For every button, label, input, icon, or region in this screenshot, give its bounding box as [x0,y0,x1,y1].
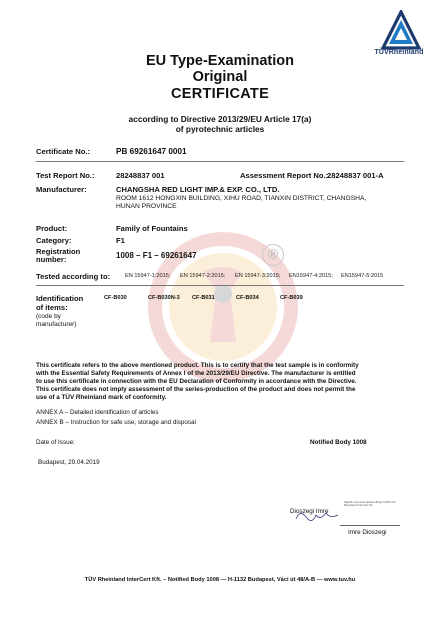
manufacturer-address-2: HUNAN PROVINCE [116,203,177,210]
registration-label-1: Registration [36,247,81,256]
assessment-report-value: 28248837 001-A [327,171,384,180]
date-of-issue-value: Budapest, 29.04.2019 [38,459,100,466]
identification-label-1: Identification [36,294,84,303]
item-code: CF-B039 [280,295,303,301]
identification-note-1: (code by [36,313,61,320]
registered-mark: ® [262,244,284,266]
certificate-no-label: Certificate No.: [36,147,91,156]
tested-label: Tested according to: [36,272,111,281]
divider [36,161,404,162]
item-code: CF-B030 [104,295,127,301]
statement-line: This certificate does not imply assessment of the series-production of the product and does not permit the [36,386,356,393]
identification-label-2: of items: [36,303,68,312]
product-label: Product: [36,224,68,233]
page-footer: TÜV Rheinland InterCert Kft. – Notified Body 1008 — H-1132 Budapest, Váci út 48/A-B — www.tuv.hu [84,577,356,583]
manufacturer-address-1: ROOM 1612 HONGXIN BUILDING, XIHU ROAD, TIANXIN DISTRICT, CHANGSHA, [116,195,367,202]
signature-stamp: Kijelölt szervezet Notified Body 1008 TÜV Rheinland InterCert Kft. [344,500,396,508]
annex-a: ANNEX A – Detailed identification of articles [36,409,159,416]
standard-item: EN15947-5:2015 [341,273,384,279]
subtitle-line-2: of pyrotechnic articles [175,124,265,134]
standard-item: EN 15947-3:2015; [235,273,281,279]
registration-value: 1008 – F1 – 69261647 [116,251,197,260]
item-code: CF-B030N-3 [148,295,180,301]
signature-line [340,525,400,526]
annex-b: ANNEX B – Instruction for safe use, storage and disposal [36,419,196,426]
registration-label-2: number: [36,255,67,264]
standard-item: EN 15947-2:2015; [180,273,226,279]
signatory-name: Dioszegi Imre [290,508,329,515]
test-report-value: 28248837 001 [116,171,165,180]
statement-line: use of a TÜV Rheinland mark of conformity. [36,394,167,401]
title-line-2: Original [192,69,248,85]
category-label: Category: [36,236,72,245]
assessment-report-label: Assessment Report No.: [240,171,329,180]
brand-logo-text: TÜVRheinland [374,49,424,56]
item-code: CF-B031 [192,295,215,301]
standard-item: EN15947-4:2015; [289,273,333,279]
title-line-3: CERTIFICATE [170,86,270,102]
date-of-issue-label: Date of Issue: [36,439,75,446]
manufacturer-label: Manufacturer: [36,185,87,194]
statement-line: This certificate refers to the above mentioned product. This is to certify that the test sample is in conformity [36,362,359,369]
certificate-no-value: PB 69261647 0001 [116,147,187,156]
product-value: Family of Fountains [116,224,188,233]
title-line-1: EU Type-Examination [146,53,294,69]
identification-note-2: manufacturer) [36,321,77,328]
test-report-label: Test Report No.: [36,171,95,180]
item-code: CF-B034 [236,295,259,301]
divider [36,285,404,286]
notified-body-label: Notified Body 1008 [310,439,367,446]
statement-line: to use this certificate in connection with the EU Declaration of Conformity in accordance with the Directive. [36,378,357,385]
signatory-printed-name: Imre Dioszegi [348,529,387,536]
category-value: F1 [116,236,125,245]
subtitle-line-1: according to Directive 2013/29/EU Article 17(a) [128,114,312,124]
statement-line: with the Essential Safety Requirements of Annex I of the 2013/29/EU Directive. The manufacturer is entitled [36,370,356,377]
manufacturer-name: CHANGSHA RED LIGHT IMP.& EXP. CO., LTD. [116,185,280,194]
standard-item: EN 15947-1:2015; [125,273,171,279]
